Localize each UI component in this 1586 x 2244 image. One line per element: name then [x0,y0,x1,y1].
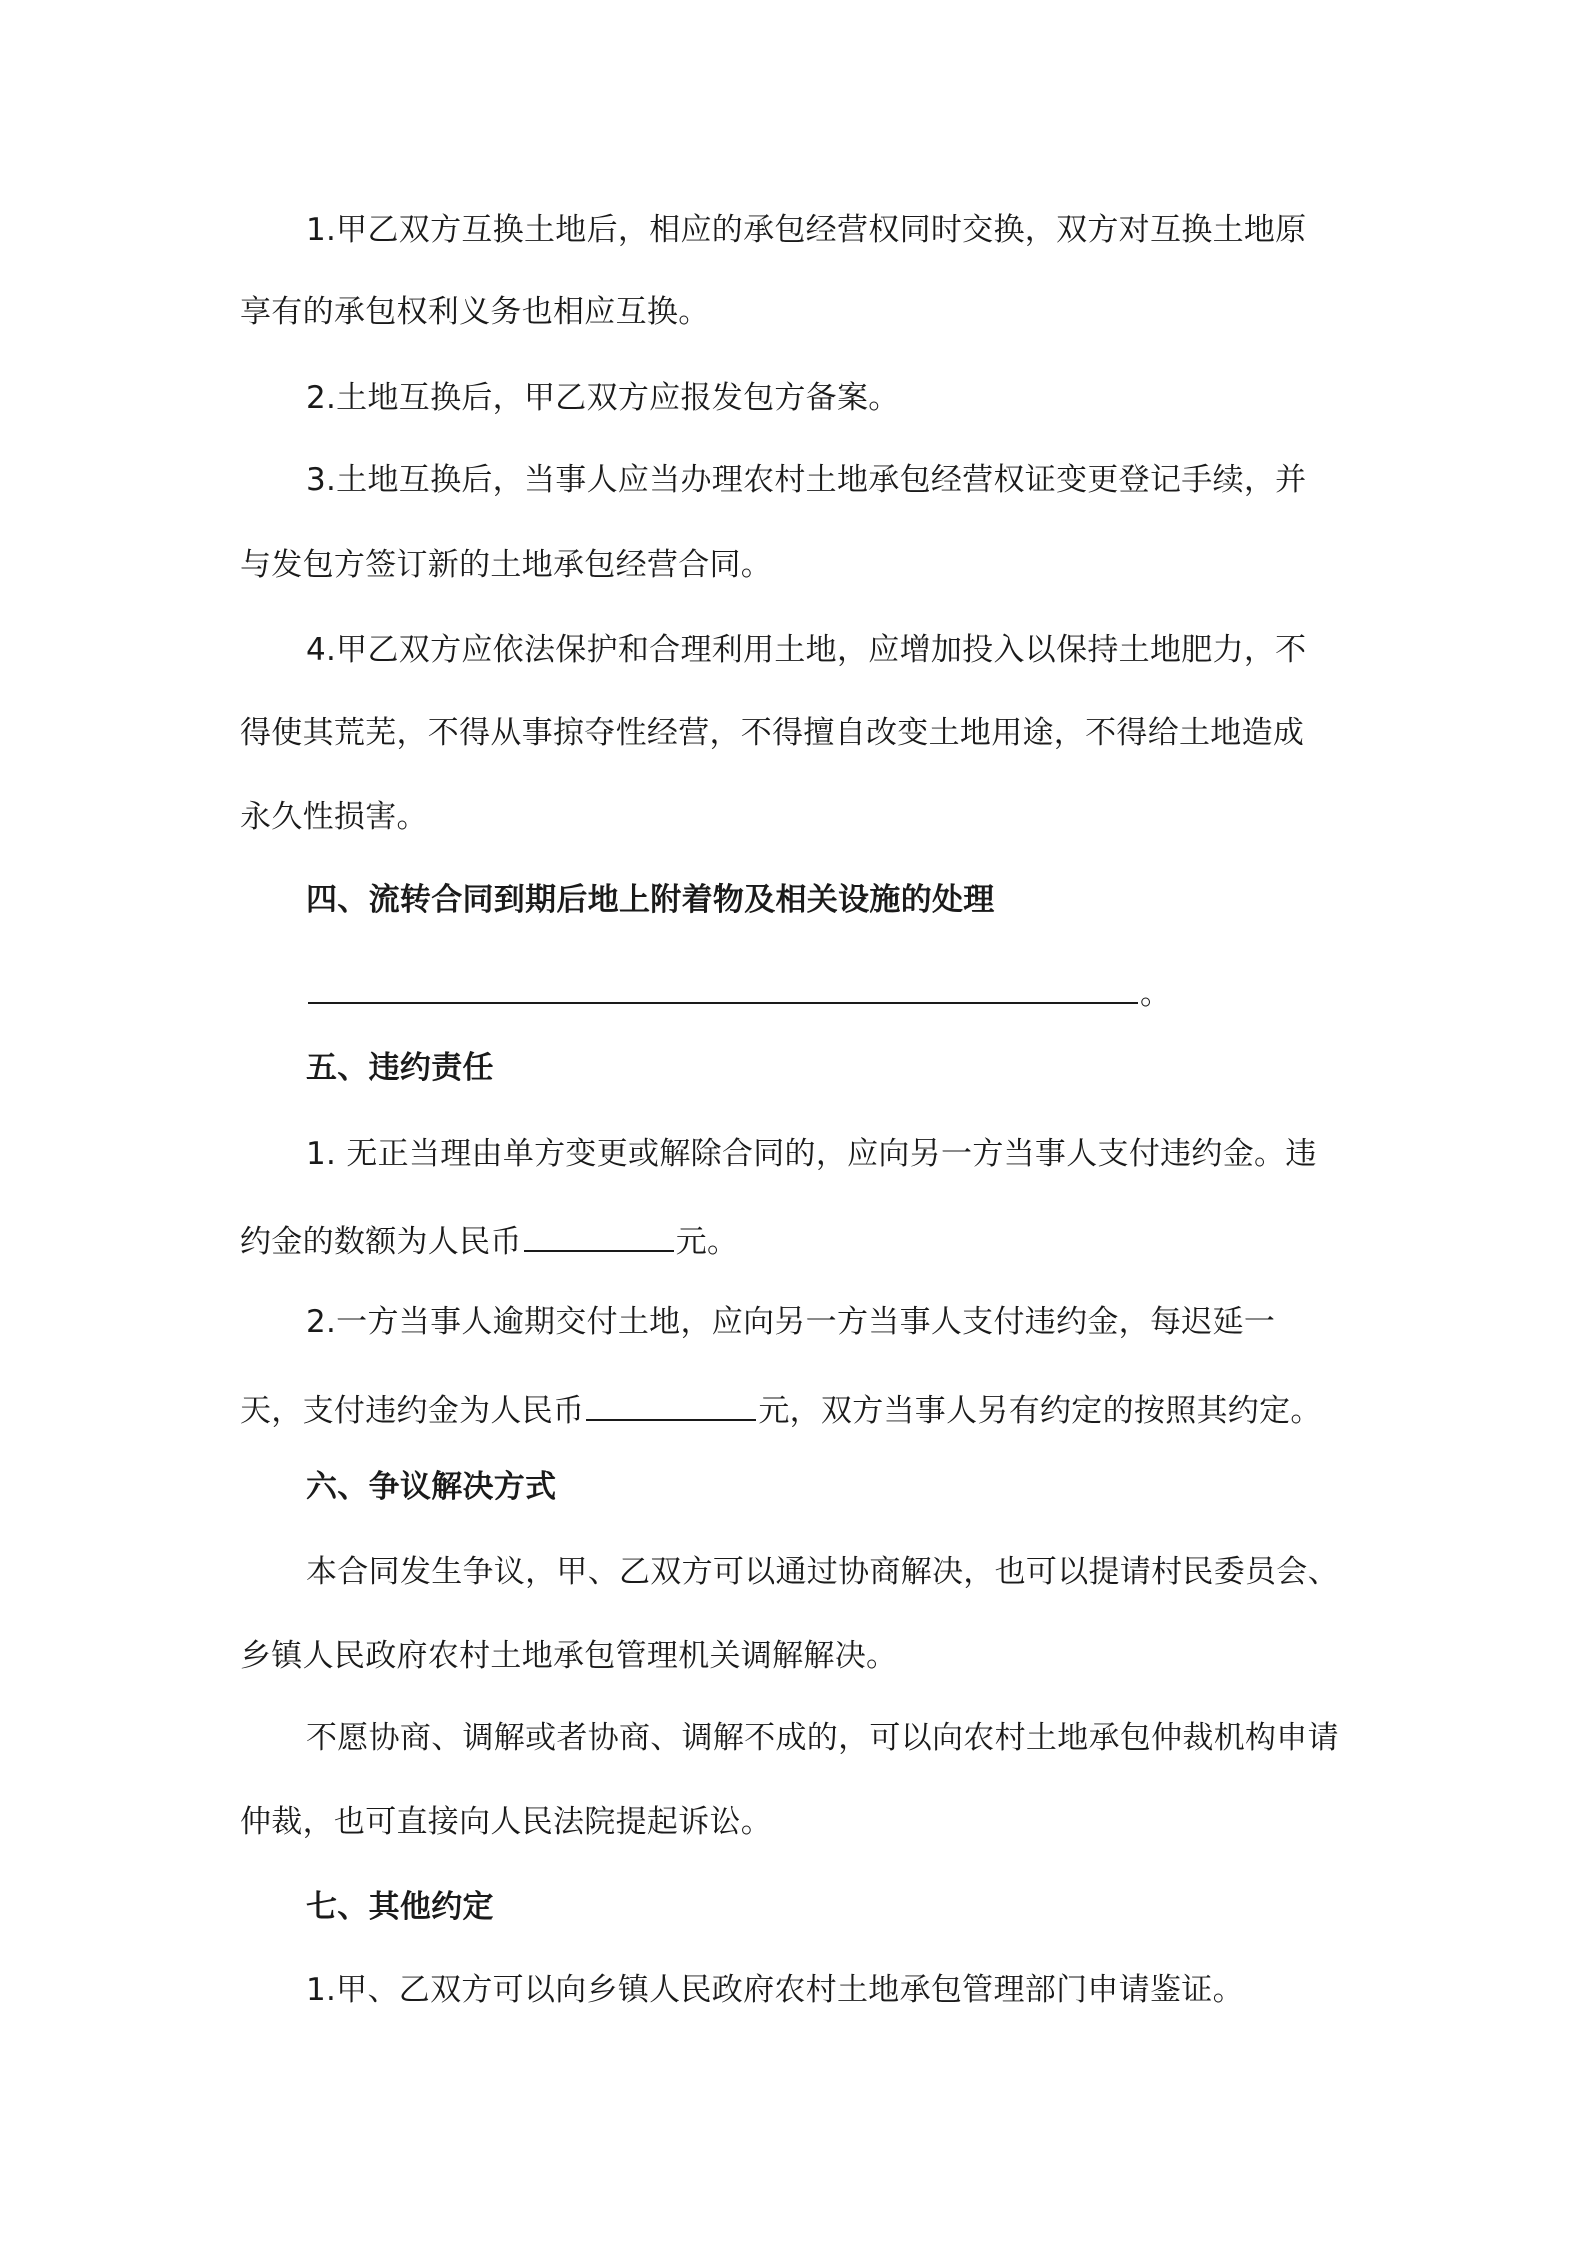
section-heading-7: 七、其他约定 [306,1889,494,1925]
section-heading-6: 六、争议解决方式 [306,1469,557,1505]
clause-1-line-2: 享有的承包权利义务也相应互换。 [240,294,710,330]
dispute-2-line-2: 仲裁，也可直接向人民法院提起诉讼。 [240,1804,773,1840]
clause-2-line-1: 2.土地互换后，甲乙双方应报发包方备案。 [306,380,900,416]
clause-4-line-1: 4.甲乙双方应依法保护和合理利用土地，应增加投入以保持土地肥力，不 [306,632,1307,668]
penalty-2-rest: 元，双方当事人另有约定的按照其约定。 [758,1393,1322,1429]
penalty-2-line-2 [240,1385,1322,1429]
penalty-1-line-1: 1. 无正当理由单方变更或解除合同的，应向另一方当事人支付违约金。违 [306,1136,1317,1172]
penalty-2-line-1: 2.一方当事人逾期交付土地，应向另一方当事人支付违约金，每迟延一 [306,1304,1276,1340]
section-heading-5: 五、违约责任 [306,1050,494,1086]
penalty-amount-blank[interactable] [524,1216,674,1252]
section-4-fill-line [306,968,1172,1012]
clause-3-line-1: 3.土地互换后，当事人应当办理农村土地承包经营权证变更登记手续，并 [306,462,1307,498]
other-1-line-1: 1.甲、乙双方可以向乡镇人民政府农村土地承包管理部门申请鉴证。 [306,1972,1244,2008]
section-heading-4: 四、流转合同到期后地上附着物及相关设施的处理 [306,882,995,918]
clause-1-line-1: 1.甲乙双方互换土地后，相应的承包经营权同时交换，双方对互换土地原 [306,212,1307,248]
dispute-2-line-1: 不愿协商、调解或者协商、调解不成的，可以向农村土地承包仲裁机构申请 [306,1720,1339,1756]
dispute-1-line-1: 本合同发生争议，甲、乙双方可以通过协商解决，也可以提请村民委员会、 [306,1554,1339,1590]
fill-line-end: 。 [1140,976,1172,1012]
dispute-1-line-2: 乡镇人民政府农村土地承包管理机关调解解决。 [240,1638,898,1674]
clause-4-line-2: 得使其荒芜，不得从事掠夺性经营，不得擅自改变土地用途，不得给土地造成 [240,715,1305,751]
penalty-1-unit: 元。 [675,1224,739,1260]
penalty-1-text: 约金的数额为人民币 [240,1224,522,1260]
daily-penalty-blank[interactable] [586,1385,756,1421]
clause-3-line-2: 与发包方签订新的土地承包经营合同。 [240,547,773,583]
penalty-1-line-2 [240,1216,739,1260]
clause-4-line-3: 永久性损害。 [240,799,428,835]
penalty-2-text: 天，支付违约金为人民币 [240,1393,585,1429]
fill-in-blank[interactable] [308,968,1138,1004]
